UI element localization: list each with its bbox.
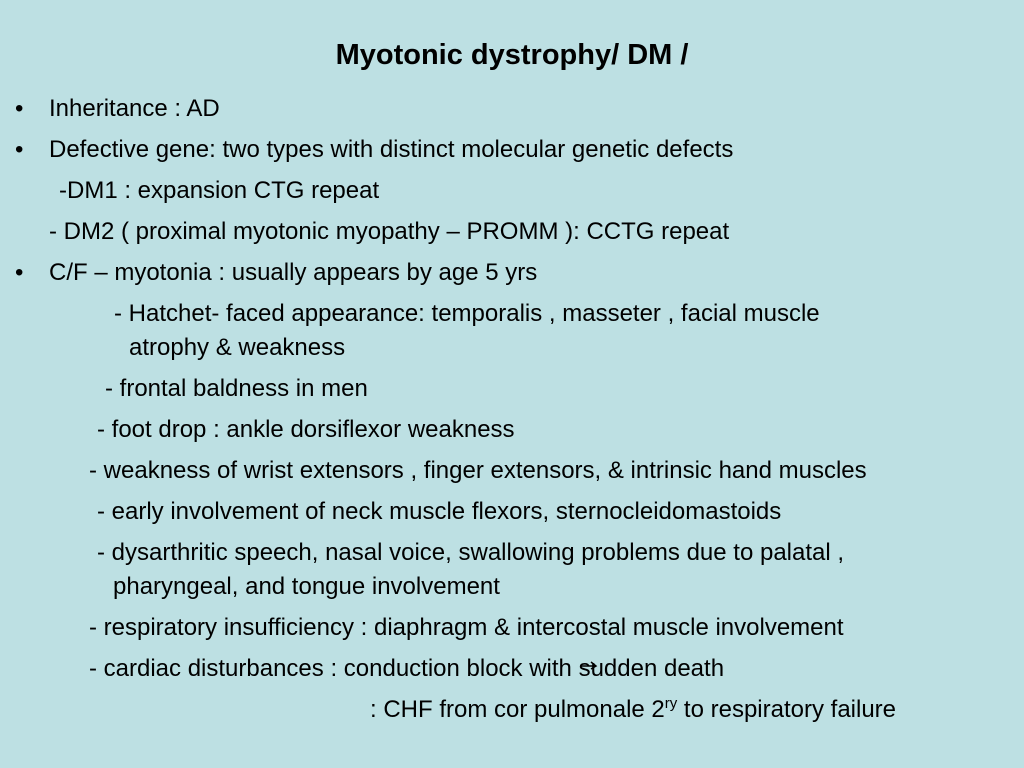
text-line-hatchet-face: - Hatchet- faced appearance: temporalis , masseter , facial muscle — [114, 300, 820, 327]
text-line-hatchet-face-cont: atrophy & weakness — [129, 334, 346, 361]
bullet-marker: • — [15, 259, 24, 286]
text-line-respiratory: - respiratory insufficiency : diaphragm & intercostal muscle involvement — [89, 614, 844, 641]
text-line-inheritance: Inheritance : AD — [49, 95, 220, 122]
text-line-chf — [370, 696, 896, 724]
text-line-wrist-weakness: - weakness of wrist extensors , finger extensors, & intrinsic hand muscles — [89, 457, 867, 484]
text-line-frontal-baldness: - frontal baldness in men — [105, 375, 368, 402]
text-line-neck-flexors: - early involvement of neck muscle flexors, sternocleidomastoids — [97, 498, 782, 525]
slide-title: Myotonic dystrophy/ DM / — [335, 39, 689, 71]
bullet-marker: • — [15, 95, 24, 122]
text-line-defective-gene: Defective gene: two types with distinct molecular genetic defects — [49, 136, 734, 163]
text-line-foot-drop: - foot drop : ankle dorsiflexor weakness — [97, 416, 515, 443]
text-line-dysarthria-cont: pharyngeal, and tongue involvement — [113, 573, 500, 600]
text-line-dm2: - DM2 ( proximal myotonic myopathy – PROMM ): CCTG repeat — [49, 218, 730, 245]
chf-text: : CHF from cor pulmonale 2 — [370, 696, 665, 723]
arrow-icon — [580, 660, 598, 670]
bullet-marker: • — [15, 136, 24, 163]
text-line-cardiac: - cardiac disturbances : conduction block with sudden death — [89, 655, 725, 682]
text-line-dm1: -DM1 : expansion CTG repeat — [59, 177, 380, 204]
text-line-dysarthria: - dysarthritic speech, nasal voice, swallowing problems due to palatal , — [97, 539, 845, 566]
text-line-clinical-features: C/F – myotonia : usually appears by age 5 yrs — [49, 259, 538, 286]
chf-text-end: to respiratory failure — [677, 696, 897, 723]
superscript-ry: ry — [664, 695, 678, 712]
